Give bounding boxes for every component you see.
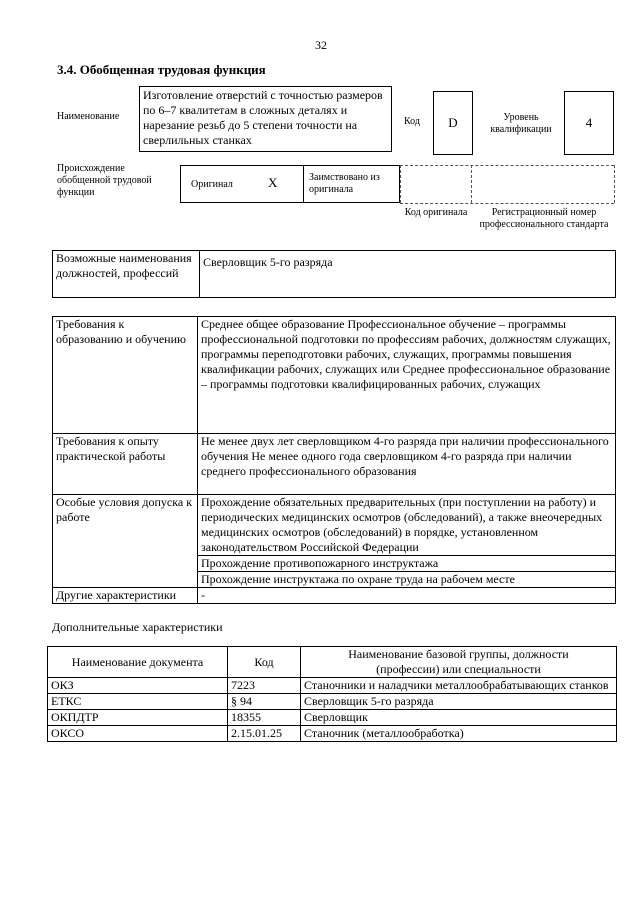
section-title: 3.4. Обобщенная трудовая функция — [57, 62, 266, 77]
origin-divider — [303, 165, 304, 203]
requirements-table — [52, 316, 616, 604]
req-row-conditions — [53, 495, 616, 556]
level-value: 4 — [564, 91, 614, 155]
req-row-education — [53, 317, 616, 434]
req-value: - — [201, 588, 205, 602]
additional-title: Дополнительные характеристики — [52, 620, 223, 634]
code-label: Код — [404, 116, 420, 127]
table-row — [48, 678, 617, 694]
origin-dash-2 — [471, 165, 472, 203]
origin-label: Происхождение обобщенной трудовой функции — [57, 163, 152, 198]
borrowed-label: Заимствовано из оригинала — [309, 172, 380, 195]
col-doc-header: Наименование документа — [48, 647, 228, 678]
cell-code: 18355 — [228, 710, 301, 726]
req-row-experience — [53, 434, 616, 495]
cell-name: Станочники и наладчики металлообрабатывающих станков — [304, 678, 609, 692]
additional-header-row — [48, 647, 617, 678]
name-value: Изготовление отверстий с точностью размеров по 6–7 квалитетам в сложных деталях и нарезание резьб до 5 степени точности на сверлильных станках — [139, 86, 392, 152]
name-label: Наименование — [57, 111, 120, 122]
req-row-other — [53, 588, 616, 604]
cell-name: Сверловщик — [304, 710, 368, 724]
table-row — [48, 694, 617, 710]
original-mark: X — [268, 175, 278, 190]
original-label: Оригинал — [191, 179, 233, 190]
job-titles-table — [52, 250, 616, 298]
job-titles-value: Сверловщик 5-го разряда — [203, 255, 333, 269]
col-name-header: Наименование базовой группы, должности (профессии) или специальности — [348, 647, 569, 676]
table-row — [48, 710, 617, 726]
req-value: Прохождение инструктажа по охране труда на рабочем месте — [201, 572, 515, 586]
origin-dash-1 — [400, 165, 401, 203]
additional-table — [47, 646, 617, 742]
cell-code: 2.15.01.25 — [228, 726, 301, 742]
req-value: Среднее общее образование Профессиональное обучение – программы профессиональной подготовки по профессиям рабочих, должностям служащих, программы переподготовки рабочих, служащих, программы повышения квалификации рабочих, служащих или Среднее профессиональное образование – программы подготовки квалифицированных рабочих, служащих — [201, 317, 611, 391]
cell-doc: ОКСО — [48, 726, 228, 742]
cell-name: Станочник (металлообработка) — [304, 726, 464, 740]
cell-code: 7223 — [228, 678, 301, 694]
req-label: Другие характеристики — [53, 588, 198, 604]
origin-dash-3 — [614, 165, 615, 203]
req-value: Не менее двух лет сверловщиком 4-го разряда при наличии профессионального обучения Не менее одного года сверловщиком 4-го разряда при наличии среднего профессионального образования — [201, 434, 609, 478]
page-number: 32 — [315, 38, 327, 52]
cell-code: § 94 — [228, 694, 301, 710]
origin-dash-bottom — [400, 203, 614, 204]
req-label: Требования к опыту практической работы — [53, 434, 198, 495]
req-value: Прохождение противопожарного инструктажа — [198, 556, 616, 572]
level-label: Уровень квалификации — [490, 112, 552, 135]
req-label: Особые условия допуска к работе — [53, 495, 198, 588]
cell-doc: ОКЗ — [48, 678, 228, 694]
cell-doc: ЕТКС — [48, 694, 228, 710]
code-value: D — [433, 91, 473, 155]
reg-caption: Регистрационный номер профессионального стандарта — [479, 207, 609, 230]
code-orig-caption: Код оригинала — [404, 207, 468, 218]
job-titles-label: Возможные наименования должностей, профессий — [53, 251, 200, 298]
table-row — [48, 726, 617, 742]
origin-dash-top — [400, 165, 614, 166]
cell-name: Сверловщик 5-го разряда — [304, 694, 434, 708]
req-label: Требования к образованию и обучению — [53, 317, 198, 434]
cell-doc: ОКПДТР — [48, 710, 228, 726]
col-code-header: Код — [228, 647, 301, 678]
req-value: Прохождение обязательных предварительных (при поступлении на работу) и периодических медицинских осмотров (обследований), а также внеочередных медицинских осмотров (обследований) в порядке, установленном законодательством Российской Федерации — [198, 495, 616, 556]
